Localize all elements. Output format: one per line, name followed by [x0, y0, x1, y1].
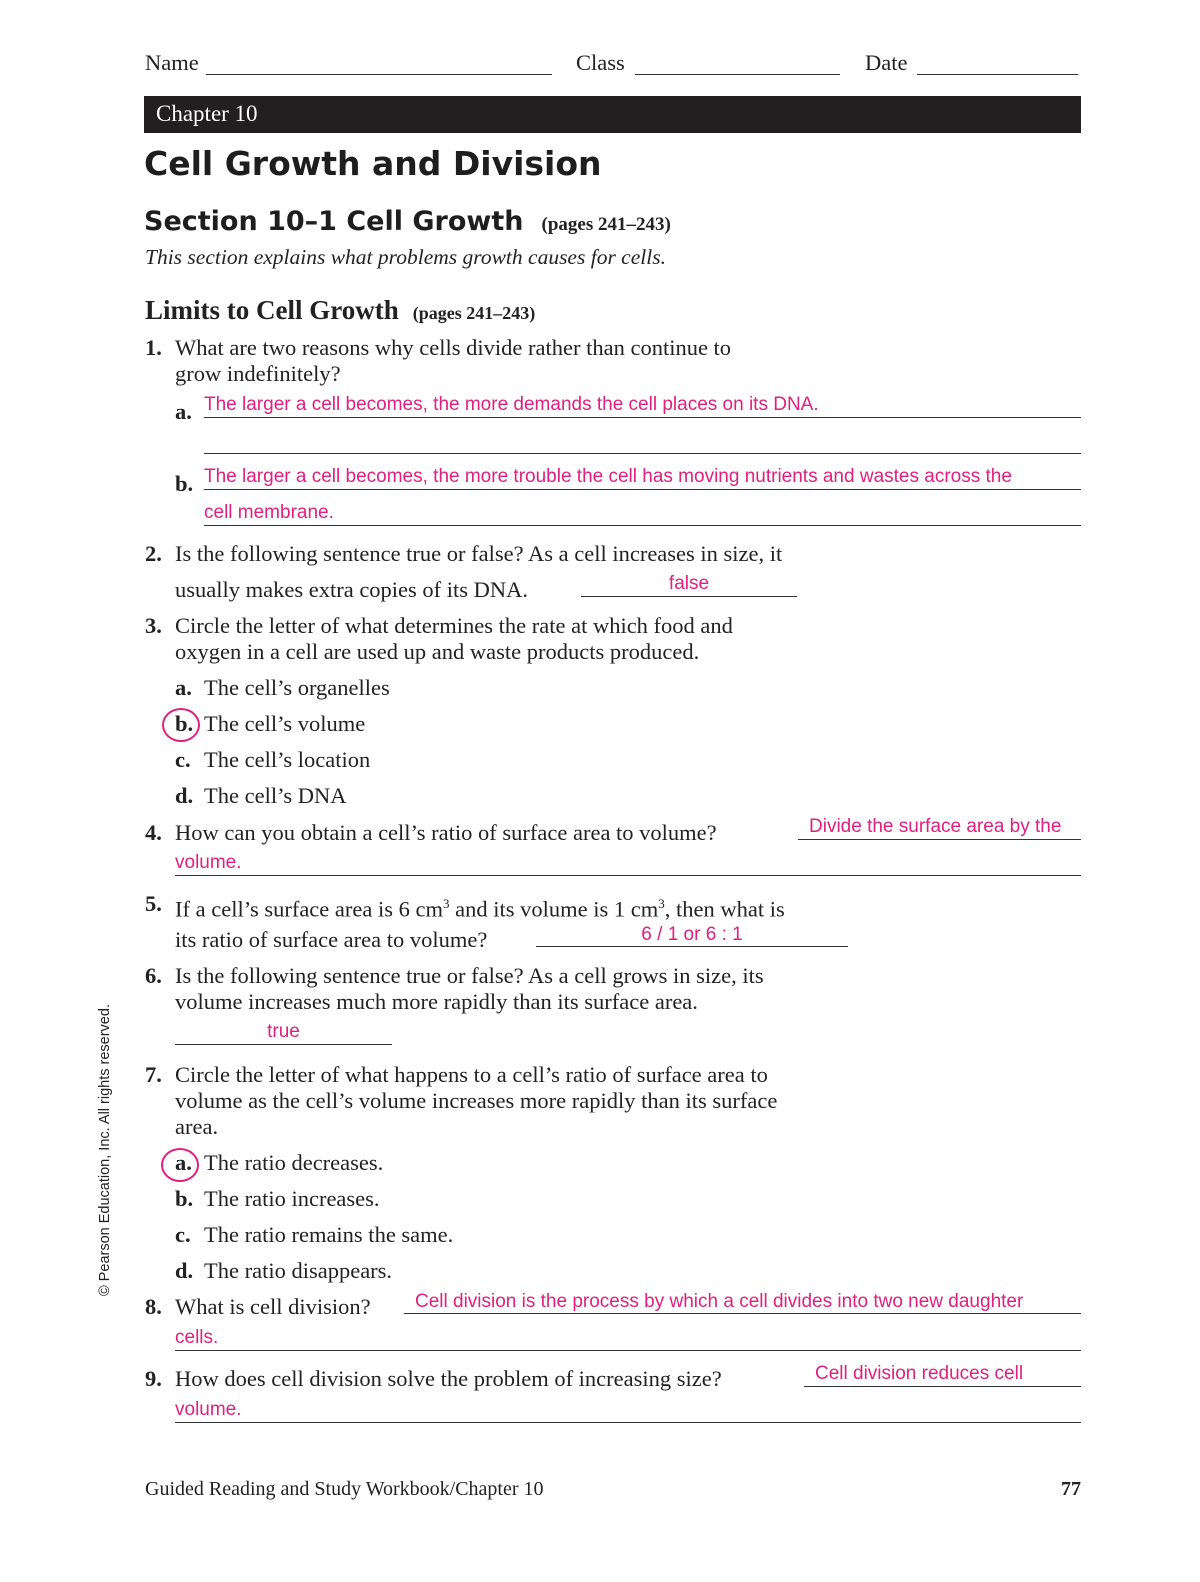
q1-text-line2: grow indefinitely?: [175, 361, 341, 386]
section-intro: This section explains what problems growth causes for cells.: [145, 245, 666, 269]
q4-text-line1: How can you obtain a cell’s ratio of surface area to volume?: [175, 820, 717, 845]
q8-text-line1: What is cell division?: [175, 1294, 371, 1319]
q7-option-label[interactable]: a.: [175, 1150, 192, 1175]
q5-superscript1: 3: [442, 896, 450, 911]
q6-answer-line[interactable]: [175, 1044, 392, 1045]
chapter-label: Chapter 10: [156, 101, 258, 126]
subsection-title: Limits to Cell Growth: [145, 295, 399, 325]
q5-text-part2: and its volume is 1 cm: [449, 896, 659, 922]
q3-option-label[interactable]: c.: [175, 747, 191, 772]
section-heading: [144, 205, 671, 239]
q3-option-text: The cell’s organelles: [204, 675, 390, 700]
q9-text-line1: How does cell division solve the problem of increasing size?: [175, 1366, 722, 1391]
q2-number: 2.: [145, 541, 162, 566]
q1-b-answer-line1: The larger a cell becomes, the more trouble the cell has moving nutrients and wastes across the: [204, 466, 1012, 487]
q2-text-line2: usually makes extra copies of its DNA.: [175, 577, 529, 602]
q7-text-line3: area.: [175, 1114, 219, 1139]
q4-answer-line1: Divide the surface area by the: [809, 816, 1062, 837]
q4-answer-rule2[interactable]: [175, 875, 1081, 876]
q1-a-answer: The larger a cell becomes, the more demands the cell places on its DNA.: [204, 394, 819, 415]
q4-answer-rule1[interactable]: [798, 839, 1081, 840]
q4-answer-line2: volume.: [175, 852, 242, 873]
q3-option-text: The cell’s volume: [204, 711, 366, 736]
q1-text-line1: What are two reasons why cells divide rather than continue to: [175, 335, 732, 360]
q7-number: 7.: [145, 1062, 162, 1087]
q3-option-label[interactable]: d.: [175, 783, 194, 808]
q7-option-text: The ratio increases.: [204, 1186, 380, 1211]
q9-answer-line1: Cell division reduces cell: [815, 1363, 1024, 1384]
q7-option-label[interactable]: b.: [175, 1186, 194, 1211]
q1-a-answer-line2[interactable]: [204, 453, 1081, 454]
section-title: Section 10–1 Cell Growth: [144, 206, 524, 237]
q7-text-line1: Circle the letter of what happens to a cell’s ratio of surface area to: [175, 1062, 768, 1087]
q8-answer-line2: cells.: [175, 1327, 219, 1348]
q2-text-line1: Is the following sentence true or false? As a cell increases in size, it: [175, 541, 783, 566]
q1-b-label: b.: [175, 471, 194, 496]
q9-answer-rule2[interactable]: [175, 1422, 1081, 1423]
copyright-notice: © Pearson Education, Inc. All rights reserved.: [97, 1004, 113, 1296]
q1-number: 1.: [145, 335, 162, 360]
q3-option-text: The cell’s location: [204, 747, 371, 772]
q3-number: 3.: [145, 613, 162, 638]
q6-text-line1: Is the following sentence true or false? As a cell grows in size, its: [175, 963, 764, 988]
q2-answer: false: [668, 573, 710, 594]
q1-a-label: a.: [175, 399, 192, 424]
q9-answer-rule1[interactable]: [804, 1386, 1081, 1387]
q8-answer-line1: Cell division is the process by which a cell divides into two new daughter: [415, 1291, 1024, 1312]
name-field-line[interactable]: [206, 74, 552, 75]
q5-answer: 6 / 1 or 6 : 1: [641, 924, 743, 945]
q5-text-part3: , then what is: [664, 896, 785, 922]
q6-number: 6.: [145, 963, 162, 988]
footer-text: Guided Reading and Study Workbook/Chapter 10: [145, 1478, 544, 1500]
q4-number: 4.: [145, 820, 162, 845]
q5-text-part1: If a cell’s surface area is 6 cm: [175, 896, 443, 922]
class-label: Class: [576, 50, 625, 75]
q8-number: 8.: [145, 1294, 162, 1319]
q7-text-line2: volume as the cell’s volume increases more rapidly than its surface: [175, 1088, 778, 1113]
q3-option-text: The cell’s DNA: [204, 783, 347, 808]
q1-b-answer-line2: cell membrane.: [204, 502, 334, 523]
date-label: Date: [865, 50, 908, 75]
q5-answer-line[interactable]: [536, 946, 848, 947]
q6-text-line2: volume increases much more rapidly than its surface area.: [175, 989, 698, 1014]
q6-answer: true: [267, 1021, 300, 1042]
q5-number: 5.: [145, 891, 162, 916]
q3-option-label[interactable]: a.: [175, 675, 192, 700]
q7-option-text: The ratio decreases.: [204, 1150, 384, 1175]
chapter-bar: [144, 96, 1081, 133]
page-title: Cell Growth and Division: [144, 144, 602, 183]
subsection-pages: (pages 241–243): [412, 303, 536, 323]
q2-answer-line[interactable]: [581, 596, 797, 597]
q3-text-line1: Circle the letter of what determines the rate at which food and: [175, 613, 733, 638]
class-field-line[interactable]: [635, 74, 840, 75]
q1-b-answer-rule1[interactable]: [204, 489, 1081, 490]
q3-text-line2: oxygen in a cell are used up and waste products produced.: [175, 639, 700, 664]
q8-answer-rule1[interactable]: [404, 1313, 1081, 1314]
q5-text-line2: its ratio of surface area to volume?: [175, 927, 488, 952]
q7-option-label[interactable]: c.: [175, 1222, 191, 1247]
q3-option-label[interactable]: b.: [175, 711, 194, 736]
q1-a-answer-line1[interactable]: [204, 417, 1081, 418]
date-field-line[interactable]: [917, 74, 1078, 75]
q7-option-label[interactable]: d.: [175, 1258, 194, 1283]
name-label: Name: [145, 50, 199, 75]
q5-text-line1: [175, 891, 785, 923]
q5-superscript2: 3: [658, 896, 665, 911]
q9-number: 9.: [145, 1366, 162, 1391]
subsection-heading: [145, 294, 535, 326]
section-pages: (pages 241–243): [541, 214, 671, 235]
q8-answer-rule2[interactable]: [175, 1350, 1081, 1351]
q7-option-text: The ratio disappears.: [204, 1258, 393, 1283]
page-number: 77: [1061, 1478, 1081, 1500]
q1-b-answer-rule2[interactable]: [204, 525, 1081, 526]
q9-answer-line2: volume.: [175, 1399, 242, 1420]
q7-option-text: The ratio remains the same.: [204, 1222, 454, 1247]
